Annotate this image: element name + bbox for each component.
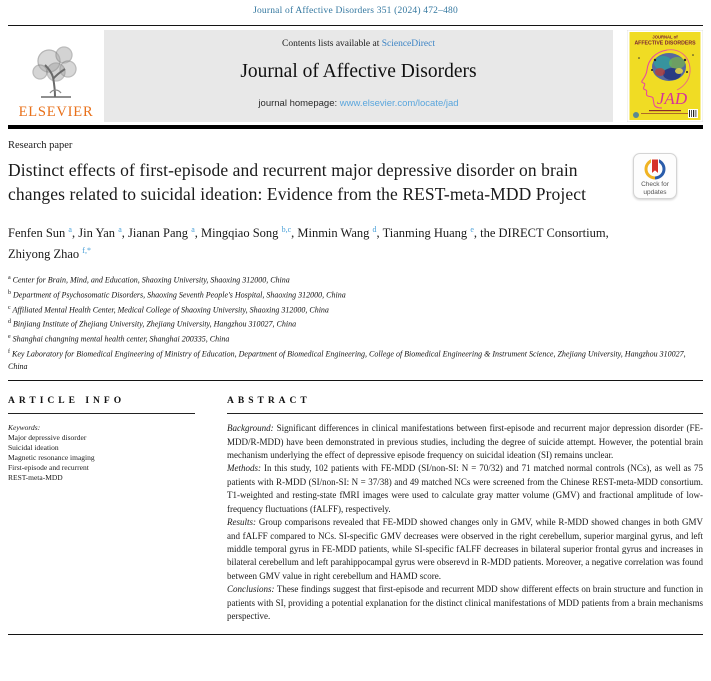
- abstract-section-label: Results:: [227, 517, 256, 528]
- author: the DIRECT Consortium, Zhiyong Zhao $^{f,*}$: [8, 226, 609, 262]
- abstract-rule: [227, 413, 703, 414]
- elsevier-wordmark: ELSEVIER: [18, 104, 94, 120]
- banner: [104, 30, 613, 122]
- article-info-rule: [8, 413, 195, 414]
- abstract-heading: ABSTRACT: [227, 396, 311, 407]
- keyword: REST-meta-MDD: [8, 473, 63, 483]
- abstract-section: Background: Significant differences in clinical manifestations between first-episode and recurrent major depression disorder (FE-MDD/R-MDD) have been demonstrated in previous studies, including the degree of suicide attempt. However, the potential brain mechanism underlying the effect of depressive episode frequency on suicidal ideation (SI) remains unclear.: [227, 423, 703, 461]
- crossmark-icon: [644, 158, 666, 180]
- keyword: First-episode and recurrent: [8, 463, 89, 473]
- header-bottom-rule: [8, 125, 703, 129]
- check-badge-label: Check for updates: [641, 181, 669, 196]
- bottom-rule: [8, 634, 703, 635]
- author: Jin Yan $^a$: [78, 225, 122, 241]
- elsevier-logo: [8, 30, 104, 122]
- abstract-section: Results: Group comparisons revealed that FE-MDD showed changes only in GMV, while R-MDD showed changes in both GMV and fALFF compared to NCs. SI-specific GMV decreases were observed in the right cerebellum, superior marginal gyrus, and left middle temporal gyrus in FE-MDD patients, while SI-specific fALFF decreases in bilateral superior frontal gyrus and increases in bilateral cerebellum and left parahippocampal gyrus were obserevd in R-MDD patients. Moreover, a negative correlation was found between GMV value in right cerebellum and HAMD score.: [227, 517, 703, 581]
- keywords-label: Keywords:: [8, 423, 41, 433]
- journal-title: Journal of Affective Disorders: [240, 61, 477, 82]
- top-rule: [8, 25, 703, 26]
- keyword: Magnetic resonance imaging: [8, 453, 95, 463]
- keywords-list: [8, 433, 195, 483]
- author: Jianan Pang $^a$: [128, 225, 195, 241]
- author: Fenfen Sun $^a$: [8, 225, 72, 241]
- cover-jad-monogram: JAD: [656, 89, 688, 108]
- abstract-column: [227, 381, 703, 623]
- keyword: Major depressive disorder: [8, 433, 87, 443]
- author-list: Fenfen Sun $^a$, Jin Yan $^a$, Jianan Pang $^a$, Mingqiao Song $^{b,c}$, Minmin Wang $^d$, Tianming Huang $^e$, the DIRECT Consortium, Zhiyong Zhao $^{f,*}$: [8, 225, 609, 262]
- elsevier-tree-icon: [27, 41, 85, 103]
- page-citation: Journal of Affective Disorders 351 (2024) 472–480: [253, 6, 458, 16]
- affiliation-list: [8, 272, 703, 373]
- author: Mingqiao Song $^{b,c}$: [201, 225, 292, 241]
- article-info-heading: ARTICLE INFO: [8, 396, 126, 407]
- homepage-line: [104, 98, 613, 109]
- cover-society-logo: [633, 112, 639, 118]
- cover-barcode: [688, 109, 698, 118]
- affiliation: $^b$ Department of Psychosomatic Disorders, Shaoxing Seventh People's Hospital, Shaoxing 312000, China: [8, 289, 346, 300]
- affiliation: $^a$ Center for Brain, Mind, and Education, Shaoxing University, Shaoxing 312000, China: [8, 275, 290, 285]
- abstract-section-label: Conclusions:: [227, 584, 275, 595]
- keyword: Suicidal ideation: [8, 443, 59, 453]
- abstract-section: Methods: In this study, 102 patients with FE-MDD (SI/non-SI: N = 70/32) and 71 matched normal controls (NCs), as well as 75 patients with R-MDD (SI/non-SI: N = 37/38) and 49 matched NCs were screened from the Chinese REST-meta-MDD consortium. T1-weighted and resting-state fMRI images were used to calculate gray matter volume (GMV) and fractional amplitude of low-frequency fluctuations (fALFF), respectively.: [227, 463, 703, 514]
- abstract-section-label: Background:: [227, 423, 274, 434]
- article-head: [8, 140, 703, 373]
- article-title: Distinct effects of first-episode and recurrent major depressive disorder on brain changes related to suicidal ideation: Evidence from the REST-meta-MDD Project: [8, 160, 587, 204]
- homepage-prefix: journal homepage:: [258, 98, 340, 109]
- check-for-updates-badge[interactable]: [633, 153, 677, 199]
- cover-masthead-line2: AFFECTIVE DISORDERS: [634, 40, 696, 47]
- journal-cover-thumbnail[interactable]: [627, 30, 703, 122]
- affiliation: $^d$ Binjiang Institute of Zhejiang University, Zhejiang University, Hangzhou 310027, China: [8, 319, 297, 329]
- affiliation: $^f$ Key Laboratory for Biomedical Engineering of Ministry of Education, Department of Biomedical Engineering, College of Biomedical Engineering & Instrument Science, Zhejiang University, Hangzhou 310027, China: [8, 348, 686, 372]
- article-type-label: Research paper: [8, 140, 73, 151]
- affiliation: $^c$ Affiliated Mental Health Center, Medical College of Shaoxing University, Shaoxing 312000, China: [8, 304, 329, 315]
- author: Minmin Wang $^d$: [297, 225, 377, 241]
- author: Tianming Huang $^e$: [382, 225, 474, 241]
- sciencedirect-link[interactable]: ScienceDirect: [381, 39, 435, 49]
- cover-masthead-line1: JOURNAL of: [652, 34, 678, 40]
- article-info-column: [8, 381, 195, 623]
- affiliation: $^e$ Shanghai changning mental health center, Shanghai 200335, China: [8, 333, 230, 344]
- abstract-body: [227, 422, 703, 623]
- homepage-link[interactable]: www.elsevier.com/locate/jad: [339, 98, 459, 109]
- info-abstract-columns: [8, 381, 703, 623]
- abstract-section-label: Methods:: [227, 463, 261, 474]
- journal-header: [8, 30, 703, 122]
- contents-line: [104, 39, 613, 49]
- abstract-section: Conclusions: These findings suggest that first-episode and recurrent MDD show different effects on brain structure and function in patients with SI, providing a potential explanation for the distinct clinical manifestations of MDD patients from a brain mechanisms perspective.: [227, 584, 703, 621]
- contents-prefix: Contents lists available at: [281, 39, 382, 49]
